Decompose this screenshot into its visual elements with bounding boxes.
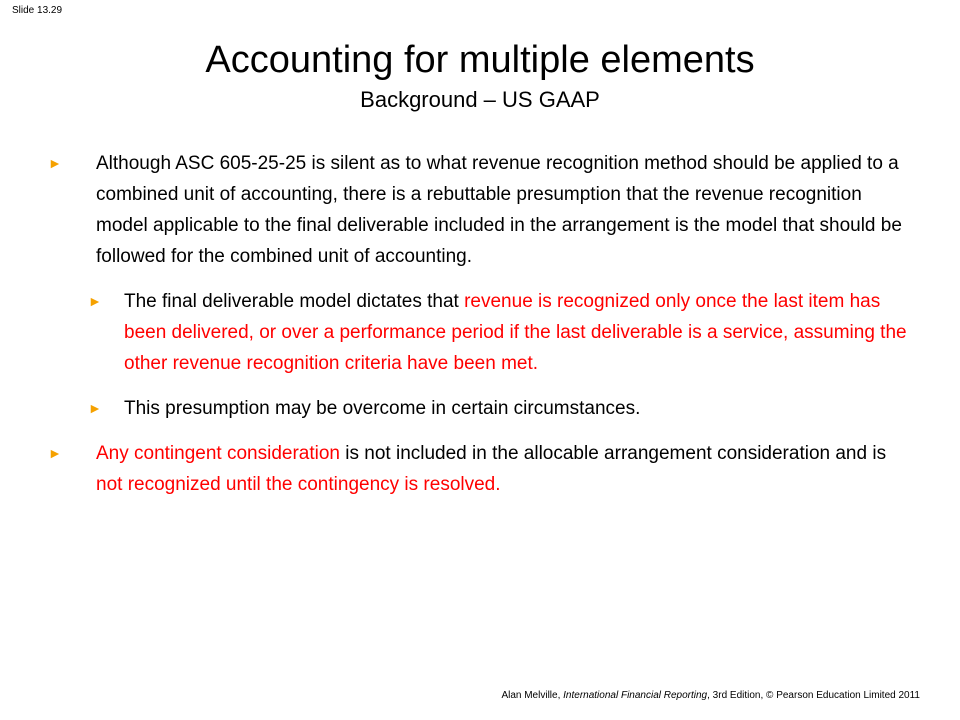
footer-citation (501, 690, 920, 701)
bullet-arrow-icon: ► (48, 155, 62, 171)
bullet-arrow-icon: ► (88, 400, 102, 416)
bullet-text: The final deliverable model dictates that (124, 291, 465, 312)
footer-book-title: International Financial Reporting (563, 690, 708, 701)
bullet-item (0, 438, 960, 500)
slide-subtitle: Background – US GAAP (360, 87, 600, 112)
bullet-text-emphasis: Any contingent consideration (96, 443, 340, 464)
bullet-arrow-icon: ► (88, 293, 102, 309)
slide-number: Slide 13.29 (12, 5, 63, 16)
bullet-text: Although ASC 605-25-25 is silent as to what revenue recognition method should be applied to a combined unit of accounting, there is a rebuttable presumption that the revenue recognition model applicable to the final deliverable included in the arrangement is the model that should be followed for the combined unit of accounting. (96, 153, 902, 267)
sub-bullet-item (0, 393, 960, 424)
bullet-text: is not included in the allocable arrangement consideration and is (340, 443, 887, 464)
sub-bullet-item (0, 286, 960, 379)
footer-edition: , 3rd Edition, © Pearson Education Limited 2011 (707, 690, 920, 701)
bullet-arrow-icon: ► (48, 445, 62, 461)
bullet-item (0, 148, 960, 272)
slide-title: Accounting for multiple elements (205, 39, 755, 81)
slide-content (0, 148, 960, 514)
bullet-text: This presumption may be overcome in certain circumstances. (124, 398, 641, 419)
footer-author: Alan Melville, (501, 690, 564, 701)
bullet-text-emphasis: not recognized until the contingency is resolved. (96, 474, 501, 495)
bullet-text-emphasis: revenue is recognized only once the last item has been delivered, or over a performance period if the last deliverable is a service, assuming the other revenue recognition criteria have been met. (124, 291, 907, 374)
